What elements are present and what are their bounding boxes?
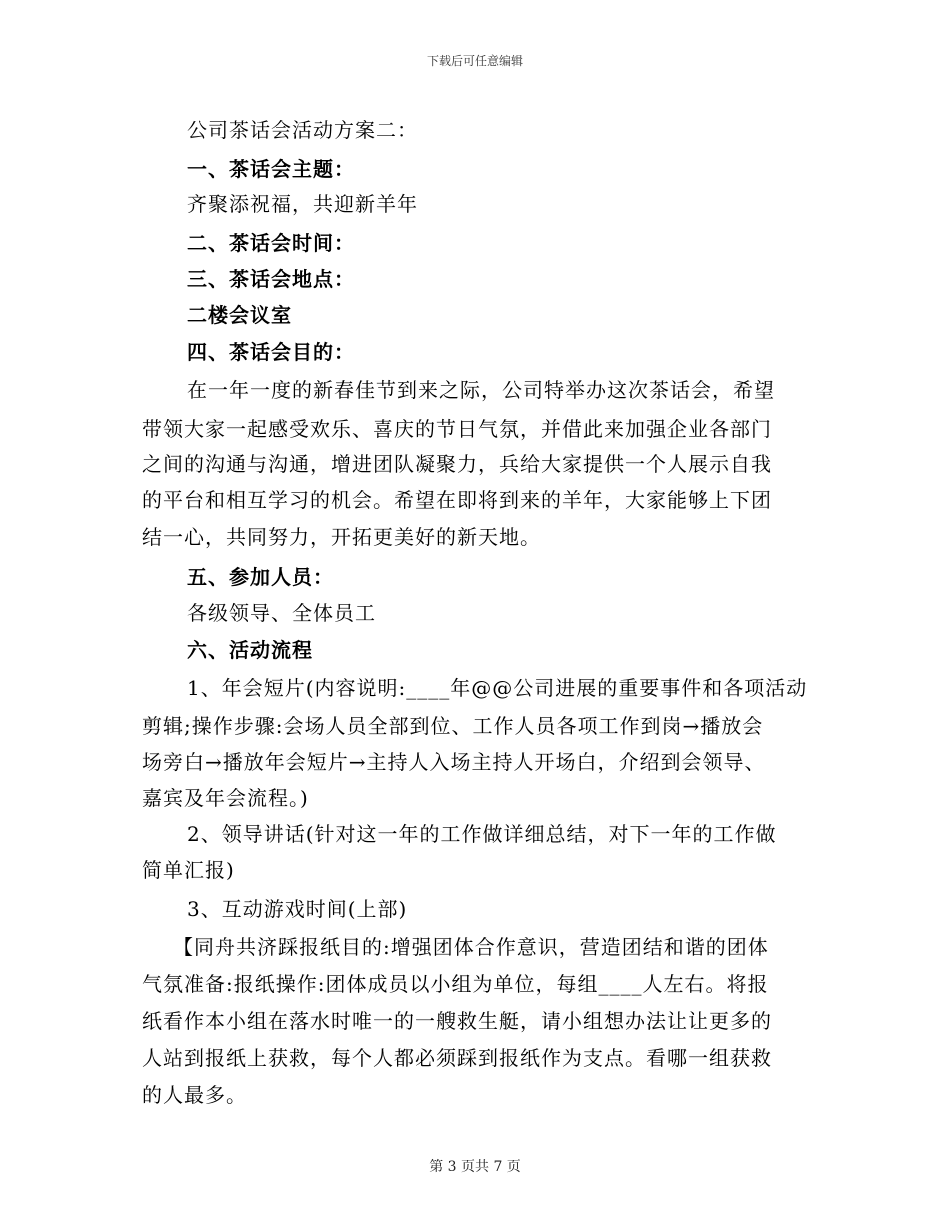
game-paragraph-line: 气氛准备:报纸操作:团体成员以小组为单位，每组____人左右。将报 <box>142 972 769 996</box>
section-heading-purpose: 四、茶话会目的： <box>187 340 355 364</box>
game-paragraph-line: 纸看作本小组在落水时唯一的一艘救生艇，请小组想办法让让更多的 <box>142 1009 772 1033</box>
purpose-paragraph-line: 的平台和相互学习的机会。希望在即将到来的羊年，大家能够上下团 <box>142 488 772 512</box>
process-item-3-line: 3、互动游戏时间(上部) <box>187 897 408 921</box>
process-item-1-line: 1、年会短片(内容说明:____年@@公司进展的重要事件和各项活动 <box>187 676 808 700</box>
purpose-paragraph-line: 之间的沟通与沟通，增进团队凝聚力，兵给大家提供一个人展示自我 <box>142 452 772 476</box>
section-heading-theme: 一、茶话会主题： <box>187 157 355 181</box>
theme-text: 齐聚添祝福，共迎新羊年 <box>187 192 418 216</box>
game-paragraph-line: 的人最多。 <box>142 1083 247 1107</box>
page-header: 下载后可任意编辑 <box>426 54 523 68</box>
purpose-paragraph-line: 在一年一度的新春佳节到来之际，公司特举办这次茶话会，希望 <box>187 378 775 402</box>
process-item-1-line: 嘉宾及年会流程。) <box>142 786 309 810</box>
section-heading-time: 二、茶话会时间： <box>187 231 355 255</box>
page-footer: 第 3 页共 7 页 <box>429 1159 521 1175</box>
section-heading-participants: 五、参加人员： <box>187 565 334 589</box>
process-item-1-line: 剪辑;操作步骤:会场人员全部到位、工作人员各项工作到岗→播放会 <box>142 714 764 738</box>
section-heading-process: 六、活动流程 <box>187 638 313 662</box>
location-text: 二楼会议室 <box>187 303 292 327</box>
purpose-paragraph-line: 带领大家一起感受欢乐、喜庆的节日气氛，并借此来加强企业各部门 <box>142 417 772 441</box>
game-paragraph-line: 【同舟共济踩报纸目的:增强团体合作意识，营造团结和谐的团体 <box>173 935 769 959</box>
process-item-2-line: 简单汇报) <box>142 858 235 882</box>
doc-title-line: 公司茶话会活动方案二： <box>187 118 418 142</box>
section-heading-location: 三、茶话会地点： <box>187 267 355 291</box>
purpose-paragraph-line: 结一心，共同努力，开拓更美好的新天地。 <box>142 525 541 549</box>
process-item-1-line: 场旁白→播放年会短片→主持人入场主持人开场白，介绍到会领导、 <box>142 750 766 774</box>
participants-text: 各级领导、全体员工 <box>187 601 376 625</box>
process-item-2-line: 2、领导讲话(针对这一年的工作做详细总结，对下一年的工作做 <box>187 822 777 846</box>
game-paragraph-line: 人站到报纸上获救，每个人都必须踩到报纸作为支点。看哪一组获救 <box>142 1046 772 1070</box>
